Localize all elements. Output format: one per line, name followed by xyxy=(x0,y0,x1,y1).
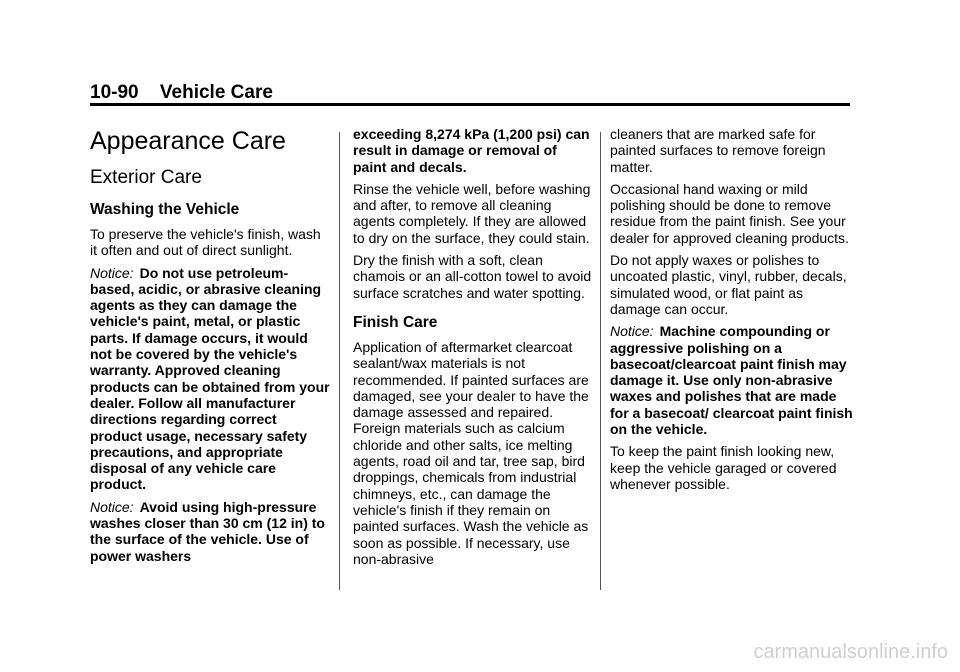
paragraph: Application of aftermarket clearcoat sealant/wax materials is not recommended. If painted surfaces are damaged, see your dealer to have the damage assessed and repaired. Foreign materials such as calcium chloride and other salts, ice melting agents, road oil and tar, tree sap, bird droppings, chemicals from industrial chimneys, etc., can damage the vehicle's finish if they remain on painted surfaces. Wash the vehicle as soon as possible. If necessary, use non-abrasive xyxy=(353,338,589,567)
column-divider xyxy=(339,132,340,590)
notice-block xyxy=(90,499,330,564)
watermark: carmanualsonline.info xyxy=(753,641,948,663)
page-header xyxy=(90,82,273,104)
paragraph: Occasional hand waxing or mild polishing should be done to remove residue from the paint finish. See your dealer for approved cleaning products. xyxy=(610,180,849,246)
notice-block xyxy=(90,265,330,493)
notice-text: Machine compounding or aggressive polishing on a basecoat/clearcoat paint finish may damage it. Use only non-abrasive waxes and polishes that are made for a basecoat/ clearcoat paint finish on the vehicle. xyxy=(610,323,853,438)
header-rule xyxy=(90,103,850,106)
column-1 xyxy=(90,126,330,564)
paragraph-continuation: cleaners that are marked safe for painted surfaces to remove foreign matter. xyxy=(610,126,826,175)
notice-text: Do not use petroleum-based, acidic, or abrasive cleaning agents as they can damage the vehicle's paint, metal, or plastic parts. If damage occurs, it would not be covered by the vehicle's warranty. Approved cleaning products can be obtained from your dealer. Follow all manufacturer directions regarding correct product usage, necessary safety precautions, and appropriate disposal of any vehicle care product. xyxy=(90,264,330,493)
notice-label: Notice: xyxy=(610,323,654,340)
paragraph: Dry the finish with a soft, clean chamois or an all-cotton towel to avoid surface scratches and water spotting. xyxy=(353,252,592,301)
notice-text: Avoid using high-pressure washes closer than 30 cm (12 in) to the surface of the vehicle. Use of power washers xyxy=(90,498,325,564)
page-title: Appearance Care xyxy=(90,127,286,155)
column-3 xyxy=(610,126,855,492)
paragraph: To preserve the vehicle's finish, wash it often and out of direct sunlight. xyxy=(90,226,321,259)
paragraph: To keep the paint finish looking new, keep the vehicle garaged or covered whenever possible. xyxy=(610,443,837,492)
notice-continuation: exceeding 8,274 kPa (1,200 psi) can result in damage or removal of paint and decals. xyxy=(353,126,590,175)
section-heading: Exterior Care xyxy=(90,167,202,188)
column-divider xyxy=(600,132,601,590)
paragraph: Rinse the vehicle well, before washing and after, to remove all cleaning agents completely. If they are allowed to dry on the surface, they could stain. xyxy=(353,180,591,246)
notice-label: Notice: xyxy=(90,498,134,515)
subsection-heading: Finish Care xyxy=(353,313,438,331)
notice-block xyxy=(610,323,855,437)
paragraph: Do not apply waxes or polishes to uncoated plastic, vinyl, rubber, decals, simulated wood, or flat paint as damage can occur. xyxy=(610,252,847,317)
subsection-heading: Washing the Vehicle xyxy=(90,201,240,218)
section-title: Vehicle Care xyxy=(159,82,273,103)
page-number: 10-90 xyxy=(90,82,139,103)
notice-label: Notice: xyxy=(90,264,134,281)
column-2 xyxy=(353,126,593,567)
